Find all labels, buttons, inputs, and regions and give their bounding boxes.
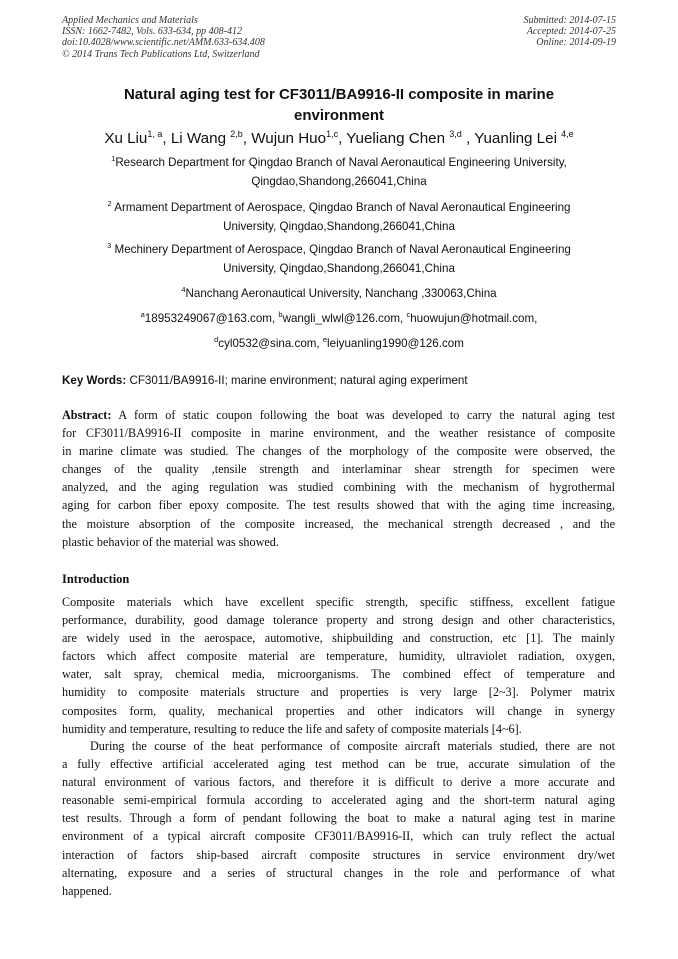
journal-doi: doi:10.4028/www.scientific.net/AMM.633-634.408 xyxy=(62,37,265,49)
submitted-date: Submitted: 2014-07-15 xyxy=(523,15,616,26)
author-list xyxy=(40,129,638,149)
keywords xyxy=(62,373,622,389)
affiliation-3: $^3$ Mechinery Department of Aerospace, Qingdao Branch of Naval Aeronautical Engineering University, Qingdao,Shandong,266041,China xyxy=(107,241,571,275)
abstract-label: Abstract: xyxy=(62,408,112,422)
journal-header xyxy=(62,15,265,60)
paper-title xyxy=(60,84,618,126)
author: Yueliang Chen $^{3,d}$ , xyxy=(346,129,475,147)
email-line-1: $^a$18953249067@163.com, $^b$wangli_wlwl@126.com, $^c$huowujun@hotmail.com, xyxy=(140,310,538,325)
affiliation-2: $^2$ Armament Department of Aerospace, Qingdao Branch of Naval Aeronautical Engineering University, Qingdao,Shandong,266041,China xyxy=(107,199,571,233)
journal-name: Applied Mechanics and Materials xyxy=(62,15,198,26)
paper-title-line-1: Natural aging test for CF3011/BA9916-II composite in marine xyxy=(123,86,555,103)
author-emails xyxy=(70,309,608,353)
author: Li Wang $^{2,b}$, xyxy=(170,129,252,147)
affiliation-4: $^4$Nanchang Aeronautical University, Nanchang ,330063,China xyxy=(181,285,497,300)
author: Wujun Huo$^{1,c}$, xyxy=(251,129,347,147)
section-heading-introduction: Introduction xyxy=(62,572,130,586)
email-line-2: $^d$cyl0532@sina.com, $^e$leiyuanling1990@126.com xyxy=(214,335,464,350)
keywords-label: Key Words: xyxy=(62,374,127,387)
submission-dates xyxy=(524,15,617,49)
introduction-paragraph-2: During the course of the heat performance of composite aircraft materials studied, there are not a fully effective artificial accelerated aging test method can be true, accurate simulation of the natural environment of various factors, and therefore it is difficult to derive a more accurate and reasonable semi-empirical formula according to accelerated aging and the short-term natural aging test results. Through a form of pendant following the boat to make a natural aging test in marine environment of a typical aircraft composite CF3011/BA9916-II, which can truly reflect the actual interaction of factors ship-based aircraft composite structures in service environment dry/wet alternating, exposure and a series of structural changes in the role and performance of what happened. xyxy=(62,739,615,898)
introduction-paragraph-1: Composite materials which have excellent specific strength, specific stiffness, excellent fatigue performance, durability, good damage tolerance property and strong design and other characteristics, are widely used in the aerospace, automotive, shipbuilding and construction, etc [1]. The mainly factors which affect composite material are temperature, humidity, ultraviolet radiation, oxygen, water, salt spray, chemical media, microorganisms. The combined effect of temperature and humidity to composite materials structure and properties is very large [2~3]. Polymer matrix composites form, quality, mechanical properties and other indicators will change in synergy humidity and temperature, resulting to reduce the life and safety of composite materials [4~6]. xyxy=(62,595,615,736)
accepted-date: Accepted: 2014-07-25 xyxy=(526,26,616,38)
author: Xu Liu$^{1, a}$, xyxy=(104,129,171,147)
paper-title-line-2: environment xyxy=(293,107,384,124)
author: Yuanling Lei $^{4,e}$ xyxy=(474,129,574,147)
journal-issn: ISSN: 1662-7482, Vols. 633-634, pp 408-412 xyxy=(62,26,242,38)
keywords-text: CF3011/BA9916-II; marine environment; natural aging experiment xyxy=(126,374,468,387)
journal-copyright: © 2014 Trans Tech Publications Ltd, Switzerland xyxy=(62,48,260,60)
affiliation-1: $^1$Research Department for Qingdao Branch of Naval Aeronautical Engineering University, Qingdao,Shandong,266041,China xyxy=(111,154,567,188)
online-date: Online: 2014-09-19 xyxy=(536,37,616,49)
abstract: Abstract: A form of static coupon following the boat was developed to carry the natural aging test for CF3011/BA9916-II composite in marine environment, and the weather resistance of composite in marine climate was studied. The changes of the morphology of the composite were observed, the changes of the quality ,tensile strength and interlaminar shear strength for specimen were analyzed, and the aging regulation was studied combining with the mechanism of hygrothermal aging for carbon fiber epoxy composite. The test results showed that with the aging time increasing, the moisture absorption of the composite increased, the mechanical strength decreased , and the plastic behavior of the material was showed. xyxy=(62,408,615,549)
